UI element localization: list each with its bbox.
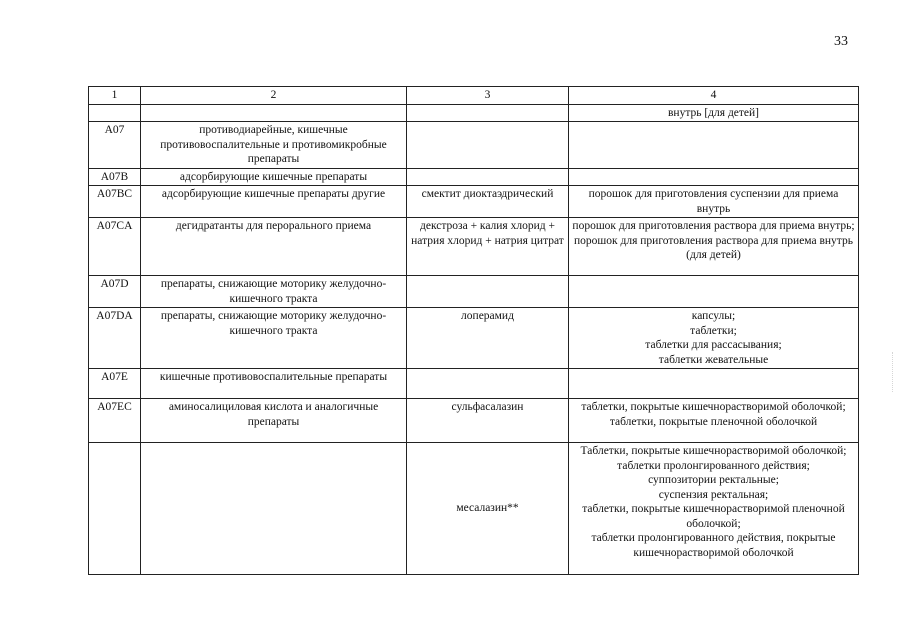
dosage-form-line: таблетки, покрытые кишечнорастворимой пленочной оболочкой; (582, 503, 845, 530)
group-name-cell: адсорбирующие кишечные препараты (141, 168, 407, 186)
dosage-form-line: таблетки пролонгированного действия; (617, 459, 810, 472)
dosage-form-line: внутрь [для детей] (667, 106, 760, 119)
table-header-row (89, 87, 859, 105)
dosage-forms-cell (569, 443, 859, 575)
dosage-forms-cell (569, 308, 859, 369)
table-row (89, 369, 859, 399)
substance-cell (407, 104, 569, 122)
header-cell-4: 4 (569, 87, 859, 105)
atc-code-cell: A07E (89, 369, 141, 399)
dosage-form-line: Таблетки, покрытые кишечнорастворимой оболочкой; (580, 445, 847, 457)
atc-code-cell: A07B (89, 168, 141, 186)
atc-code-cell: A07DA (89, 308, 141, 369)
substance-cell: декстроза + калия хлорид + натрия хлорид + натрия цитрат (407, 218, 569, 276)
substance-cell: месалазин** (407, 443, 569, 575)
group-name-cell (141, 443, 407, 575)
group-name-cell: препараты, снижающие моторику желудочно-кишечного тракта (141, 276, 407, 308)
atc-code-cell (89, 104, 141, 122)
table-row (89, 104, 859, 122)
page-number: 33 (834, 34, 848, 49)
dosage-form-line: таблетки пролонгированного действия, покрытые кишечнорастворимой оболочкой (591, 532, 836, 559)
dosage-forms-cell (569, 369, 859, 399)
dosage-form-line: порошок для приготовления суспензии для приема внутрь (588, 188, 839, 215)
dosage-form-line: порошок для приготовления раствора для приема внутрь; (572, 220, 855, 232)
dosage-form-line: таблетки для рассасывания; (645, 339, 782, 351)
drug-table (88, 86, 859, 575)
atc-code-cell: A07 (89, 122, 141, 169)
group-name-cell (141, 104, 407, 122)
atc-code-cell: A07CA (89, 218, 141, 276)
substance-cell (407, 369, 569, 399)
table-row (89, 276, 859, 308)
dosage-form-line: таблетки, покрытые кишечнорастворимой оболочкой; (581, 401, 846, 413)
group-name-cell: противодиарейные, кишечные противовоспалительные и противомикробные препараты (141, 122, 407, 169)
group-name-cell: кишечные противовоспалительные препараты (141, 369, 407, 399)
dosage-forms-cell (569, 122, 859, 169)
dosage-forms-cell (569, 399, 859, 443)
dosage-forms-cell (569, 104, 859, 122)
dosage-forms-cell (569, 186, 859, 218)
group-name-cell: аминосалициловая кислота и аналогичные препараты (141, 399, 407, 443)
table-row (89, 399, 859, 443)
dosage-form-line: суспензия ректальная; (658, 488, 769, 501)
group-name-cell: адсорбирующие кишечные препараты другие (141, 186, 407, 218)
dosage-form-line: таблетки жевательные (658, 353, 769, 366)
header-cell-1: 1 (89, 87, 141, 105)
group-name-cell: дегидратанты для перорального приема (141, 218, 407, 276)
header-cell-3: 3 (407, 87, 569, 105)
group-name-cell: препараты, снижающие моторику желудочно-кишечного тракта (141, 308, 407, 369)
table-row (89, 168, 859, 186)
table-row (89, 443, 859, 575)
header-cell-2: 2 (141, 87, 407, 105)
dosage-form-line: таблетки, покрытые пленочной оболочкой (609, 415, 818, 428)
dosage-form-line: суппозитории ректальные; (648, 474, 779, 486)
table-row (89, 218, 859, 276)
substance-cell: лоперамид (407, 308, 569, 369)
substance-cell (407, 276, 569, 308)
scan-artifact (892, 352, 899, 392)
dosage-forms-cell (569, 168, 859, 186)
dosage-form-line: порошок для приготовления раствора для приема внутрь (для детей) (574, 234, 853, 261)
atc-code-cell (89, 443, 141, 575)
table-row (89, 122, 859, 169)
table-row (89, 308, 859, 369)
atc-code-cell: A07D (89, 276, 141, 308)
table-row (89, 186, 859, 218)
atc-code-cell: A07BC (89, 186, 141, 218)
substance-cell: смектит диоктаэдрический (407, 186, 569, 218)
dosage-forms-cell (569, 218, 859, 276)
dosage-form-line: таблетки; (690, 324, 737, 337)
substance-cell (407, 122, 569, 169)
dosage-form-line: капсулы; (691, 310, 736, 322)
dosage-forms-cell (569, 276, 859, 308)
substance-cell: сульфасалазин (407, 399, 569, 443)
atc-code-cell: A07EC (89, 399, 141, 443)
substance-cell (407, 168, 569, 186)
